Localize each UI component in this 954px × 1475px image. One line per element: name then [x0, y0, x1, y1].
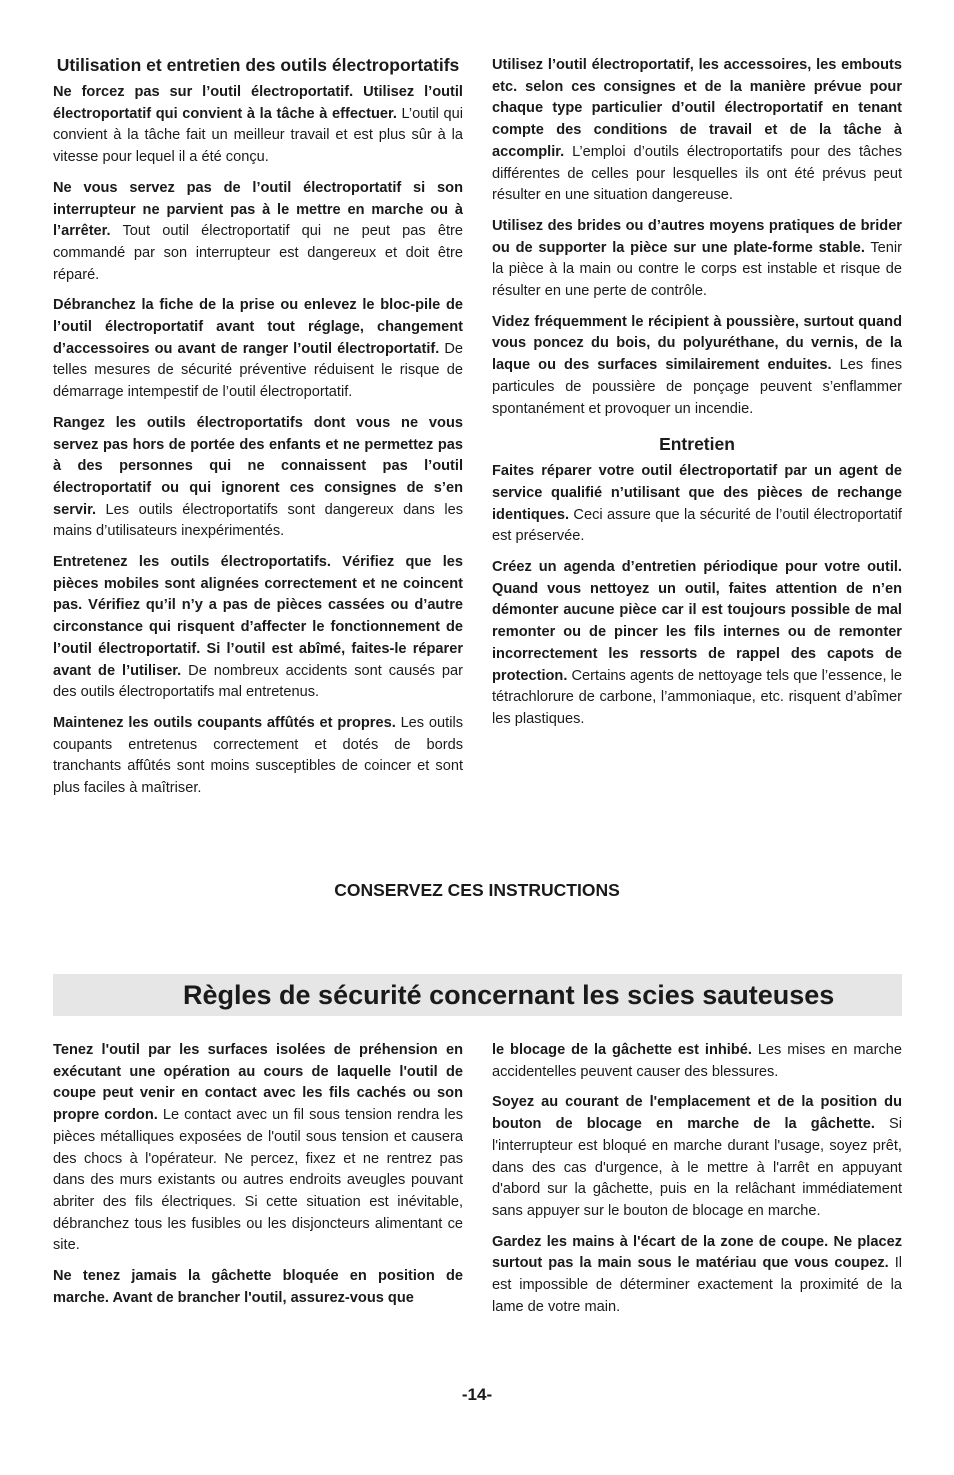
banner-title: Règles de sécurité concernant les scies sauteuses: [183, 980, 835, 1010]
section-banner: [53, 974, 902, 1016]
paragraph: le blocage de la gâchette est inhibé. Les mises en marche accidentelles peuvent causer des blessures.: [492, 1042, 902, 1080]
page-number: -14-: [461, 1385, 493, 1404]
paragraph: Gardez les mains à l'écart de la zone de coupe. Ne placez surtout pas la main sous le matériau que vous coupez. Il est impossible de déterminer exactement la proximité de la lame de votre main.: [492, 1233, 902, 1315]
paragraph: Maintenez les outils coupants affûtés et propres. Les outils coupants entretenus correctement et dotés de bords tranchants affûtés sont moins susceptibles de coincer et sont plus faciles à maîtriser.: [53, 714, 463, 797]
left-column-bottom: [53, 1040, 463, 1318]
paragraph: Entretenez les outils électroportatifs. Vérifiez que les pièces mobiles sont alignées correctement et ne coincent pas. Vérifiez qu’il n’y a pas de pièces cassées ou d’autre circonstance qui risquent d’affecter le fonctionnement de l’outil électroportatif. Si l’outil est abîmé, faites-le réparer avant de l’utiliser. De nombreux accidents sont causés par des outils électroportatifs mal entretenus.: [53, 554, 463, 701]
paragraph: Tenez l'outil par les surfaces isolées de préhension en exécutant une opération au cours de laquelle l'outil de coupe peut venir en contact avec les fils cachés ou son propre cordon. Le contact avec un fil sous tension rendra les pièces métalliques exposées de l'outil sous tension et causera des chocs à l'opérateur. Ne percez, fixez et ne rentrez pas dans des murs existants ou autres endroits aveugles pouvant abriter des fils électriques. Si cette situation est inévitable, débranchez tous les fusibles ou les disjoncteurs alimentant ce site.: [53, 1042, 463, 1254]
right-column-top: [492, 55, 902, 740]
paragraph: Utilisez l’outil électroportatif, les accessoires, les embouts etc. selon ces consignes et de la manière prévue pour chaque type particulier d’outil électroportatif en tenant compte des conditions de travail et de la tâche à accomplir. L’emploi d’outils électroportatifs pour des tâches différentes de celles pour lesquelles ils ont été prévus peut résulter en une situation dangereuse.: [492, 57, 902, 204]
paragraph: Ne tenez jamais la gâchette bloquée en position de marche. Avant de brancher l'outil, assurez-vous que: [53, 1268, 463, 1306]
save-instructions-heading: CONSERVEZ CES INSTRUCTIONS: [334, 880, 620, 900]
section-heading-service: Entretien: [659, 434, 735, 455]
paragraph: Faites réparer votre outil électroportatif par un agent de service qualifié n’utilisant que des pièces de rechange identiques. Ceci assure que la sécurité de l’outil électroportatif est préservée.: [492, 463, 902, 545]
paragraph: Ne forcez pas sur l’outil électroportatif. Utilisez l’outil électroportatif qui convient à la tâche à effectuer. L’outil qui convient à la tâche fait un meilleur travail et est plus sûr à la vitesse pour lequel il a été conçu.: [53, 84, 463, 166]
paragraph: Rangez les outils électroportatifs dont vous ne vous servez pas hors de portée des enfants et ne permettez pas à des personnes qui ne connaissent pas l’outil électroportatif ou qui ignorent ces consignes de s’en servir. Les outils électroportatifs sont dangereux dans les mains d’utilisateurs inexpérimentés.: [53, 414, 463, 540]
paragraph: Créez un agenda d’entretien périodique pour votre outil. Quand vous nettoyez un outil, faites attention de n’en démonter aucune pièce car il est toujours possible de mal remonter ou de pincer les fils internes ou de remonter incorrectement les ressorts de rappel des capots de protection. Certains agents de nettoyage tels que l’essence, le tétrachlorure de carbone, l’ammoniaque, etc. risquent d’abîmer les plastiques.: [492, 559, 902, 727]
paragraph: Débranchez la fiche de la prise ou enlevez le bloc-pile de l’outil électroportatif avant tout réglage, changement d’accessoires ou avant de ranger l’outil électroportatif. De telles mesures de sécurité préventive réduisent le risque de démarrage intempestif de l’outil électroportatif.: [53, 297, 463, 401]
paragraph: Utilisez des brides ou d’autres moyens pratiques de brider ou de supporter la pièce sur une plate-forme stable. Tenir la pièce à la main ou contre le corps est instable et risque de résulter en une perte de contrôle.: [492, 217, 902, 300]
right-column-bottom: [492, 1040, 902, 1327]
paragraph: Videz fréquemment le récipient à poussière, surtout quand vous poncez du bois, du polyuréthane, du vernis, de la laque ou des surfaces similairement enduites. Les fines particules de poussière de ponçage peuvent s’enflammer spontanément et provoquer un incendie.: [492, 313, 902, 417]
section-heading-use-care: Utilisation et entretien des outils électroportatifs: [56, 55, 460, 75]
left-column-top: [53, 55, 463, 809]
paragraph: Ne vous servez pas de l’outil électroportatif si son interrupteur ne parvient pas à le mettre en marche ou à l’arrêter. Tout outil électroportatif qui ne peut pas être commandé par son interrupteur est dangereux et doit être réparé.: [53, 179, 463, 283]
paragraph: Soyez au courant de l'emplacement et de la position du bouton de blocage en marche de la gâchette. Si l'interrupteur est bloqué en marche durant l'usage, soyez prêt, dans des cas d'urgence, à le mettre à l'arrêt en appuyant d'abord sur la gâchette, puis en la relâchant immédiatement sans appuyer sur le bouton de blocage en marche.: [492, 1094, 902, 1219]
